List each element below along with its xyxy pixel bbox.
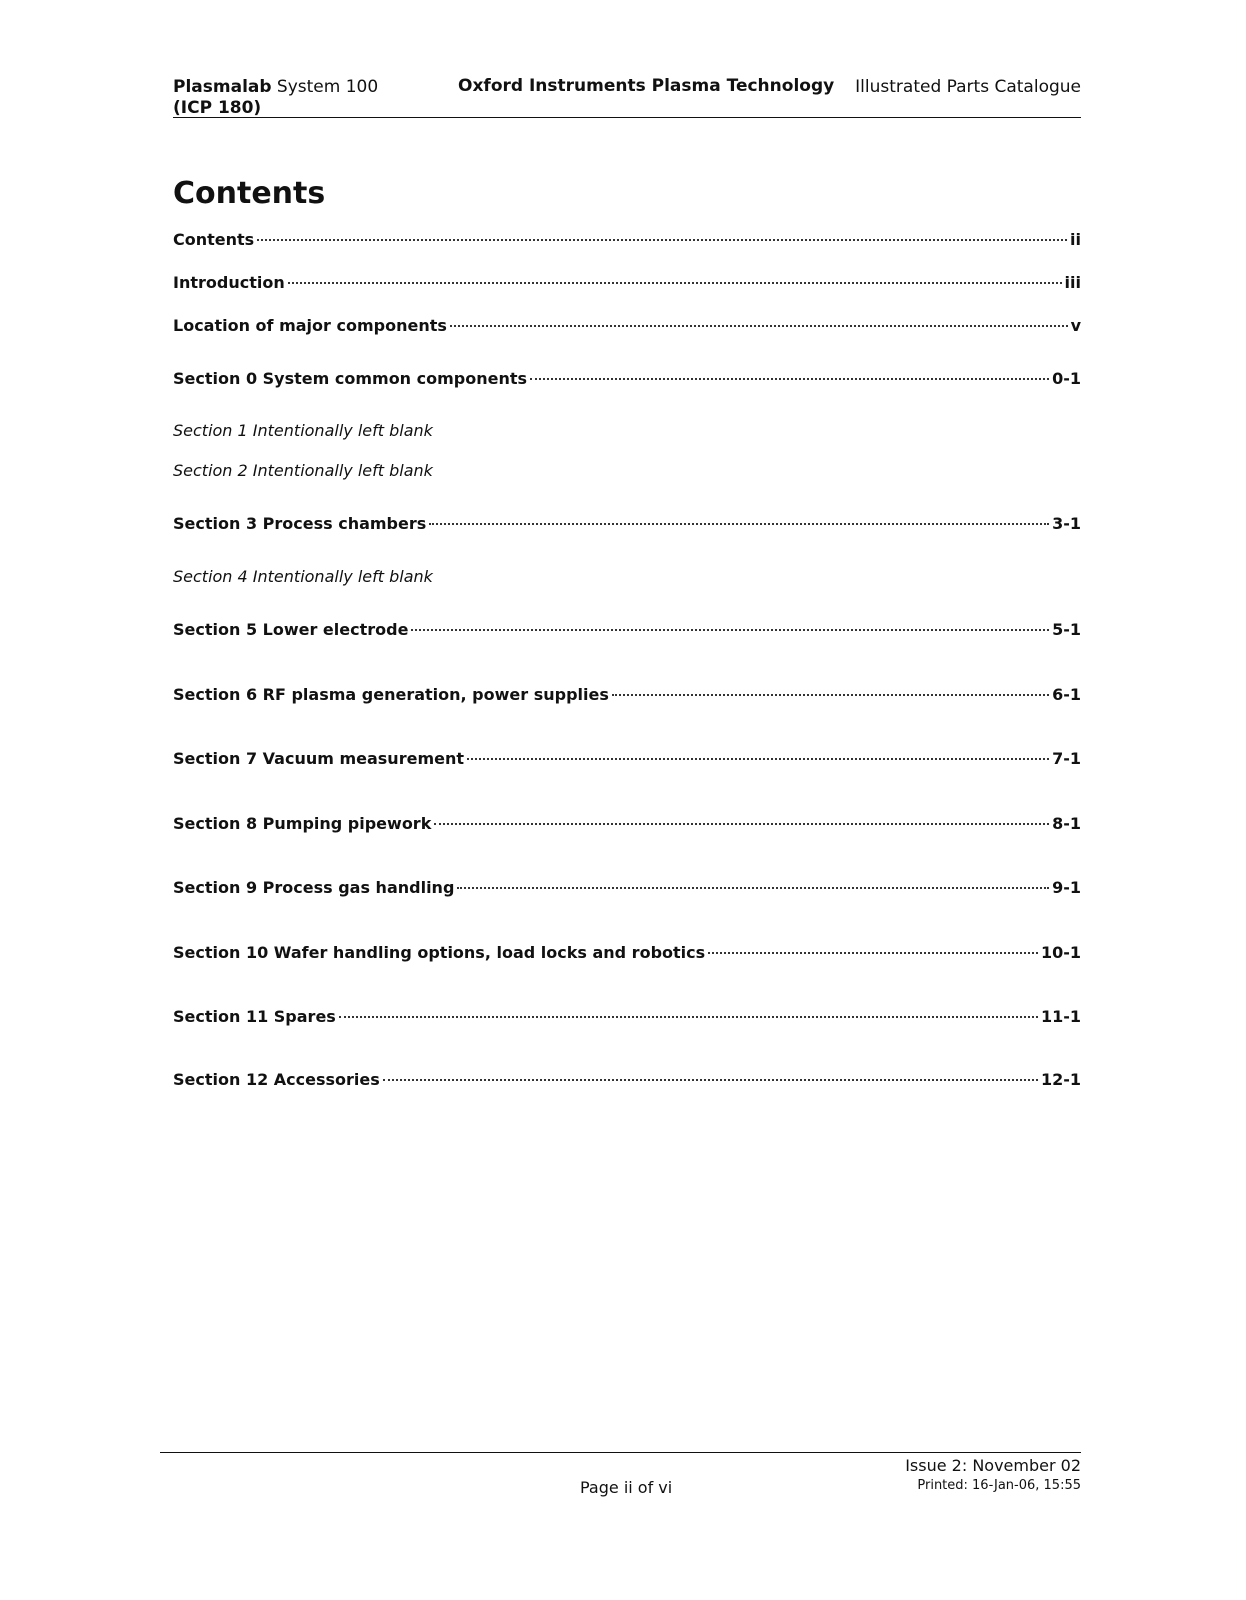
toc-entry-section-1: Section 1 Intentionally left blank [173,421,433,440]
toc-leader [434,823,1049,825]
toc-leader [429,523,1049,525]
header-product [173,77,378,119]
toc-leader [411,629,1049,631]
toc-leader [708,952,1038,954]
toc-label: Section 7 Vacuum measurement [173,749,464,768]
toc-label: Location of major components [173,316,447,335]
toc-leader [450,325,1068,327]
toc-entry-contents[interactable] [173,230,1081,254]
toc-entry-section-5[interactable] [173,620,1081,644]
header-doc-type: Illustrated Parts Catalogue [855,77,1081,97]
toc-leader [257,239,1067,241]
toc-leader [612,694,1049,696]
toc-entry-section-4: Section 4 Intentionally left blank [173,567,433,586]
toc-page: v [1070,316,1081,335]
page-title: Contents [173,176,326,211]
toc-label: Section 11 Spares [173,1007,336,1026]
toc-page: iii [1064,273,1081,292]
toc-entry-section-0[interactable] [173,369,1081,393]
toc-label: Section 0 System common components [173,369,528,388]
toc-page: 5-1 [1052,620,1081,639]
header-model: (ICP 180) [173,98,262,118]
toc-leader [457,887,1049,889]
toc-entry-section-9[interactable] [173,878,1081,902]
toc-entry-section-6[interactable] [173,685,1081,709]
toc-entry-introduction[interactable] [173,273,1081,297]
toc-entry-section-8[interactable] [173,814,1081,838]
toc-leader [288,282,1062,284]
toc-entry-section-2: Section 2 Intentionally left blank [173,461,433,480]
toc-page: 7-1 [1052,749,1081,768]
toc-page: 3-1 [1052,514,1081,533]
toc-label: Section 3 Process chambers [173,514,427,533]
toc-entry-section-3[interactable] [173,514,1081,538]
footer-page-number: Page ii of vi [580,1478,673,1497]
toc-page: 11-1 [1040,1007,1081,1026]
toc-leader [530,378,1049,380]
toc-page: 6-1 [1052,685,1081,704]
footer-divider [160,1452,1081,1453]
toc-label: Section 8 Pumping pipework [173,814,432,833]
header-divider [173,117,1081,118]
footer-printed-date: Printed: 16-Jan-06, 15:55 [917,1478,1081,1493]
header-product-system: System 100 [271,77,379,97]
toc-leader [467,758,1049,760]
toc-entry-section-7[interactable] [173,749,1081,773]
toc-page: 0-1 [1052,369,1081,388]
toc-page: 12-1 [1040,1070,1081,1089]
toc-page: 8-1 [1052,814,1081,833]
toc-label: Introduction [173,273,285,292]
toc-entry-location[interactable] [173,316,1081,340]
page-header [173,74,1081,120]
header-product-name: Plasmalab [173,77,272,97]
toc-label: Section 9 Process gas handling [173,878,455,897]
toc-entry-section-10[interactable] [173,943,1081,967]
toc-page: ii [1070,230,1081,249]
toc-page: 9-1 [1052,878,1081,897]
toc-leader [383,1079,1038,1081]
header-company: Oxford Instruments Plasma Technology [458,76,835,96]
toc-label: Section 6 RF plasma generation, power supplies [173,685,609,704]
toc-leader [339,1016,1038,1018]
toc-page: 10-1 [1040,943,1081,962]
toc-label: Section 10 Wafer handling options, load locks and robotics [173,943,706,962]
toc-entry-section-12[interactable] [173,1070,1081,1094]
toc-label: Section 5 Lower electrode [173,620,409,639]
toc-label: Section 12 Accessories [173,1070,380,1089]
toc-label: Contents [173,230,255,249]
toc-entry-section-11[interactable] [173,1007,1081,1031]
footer-issue: Issue 2: November 02 [905,1456,1081,1475]
